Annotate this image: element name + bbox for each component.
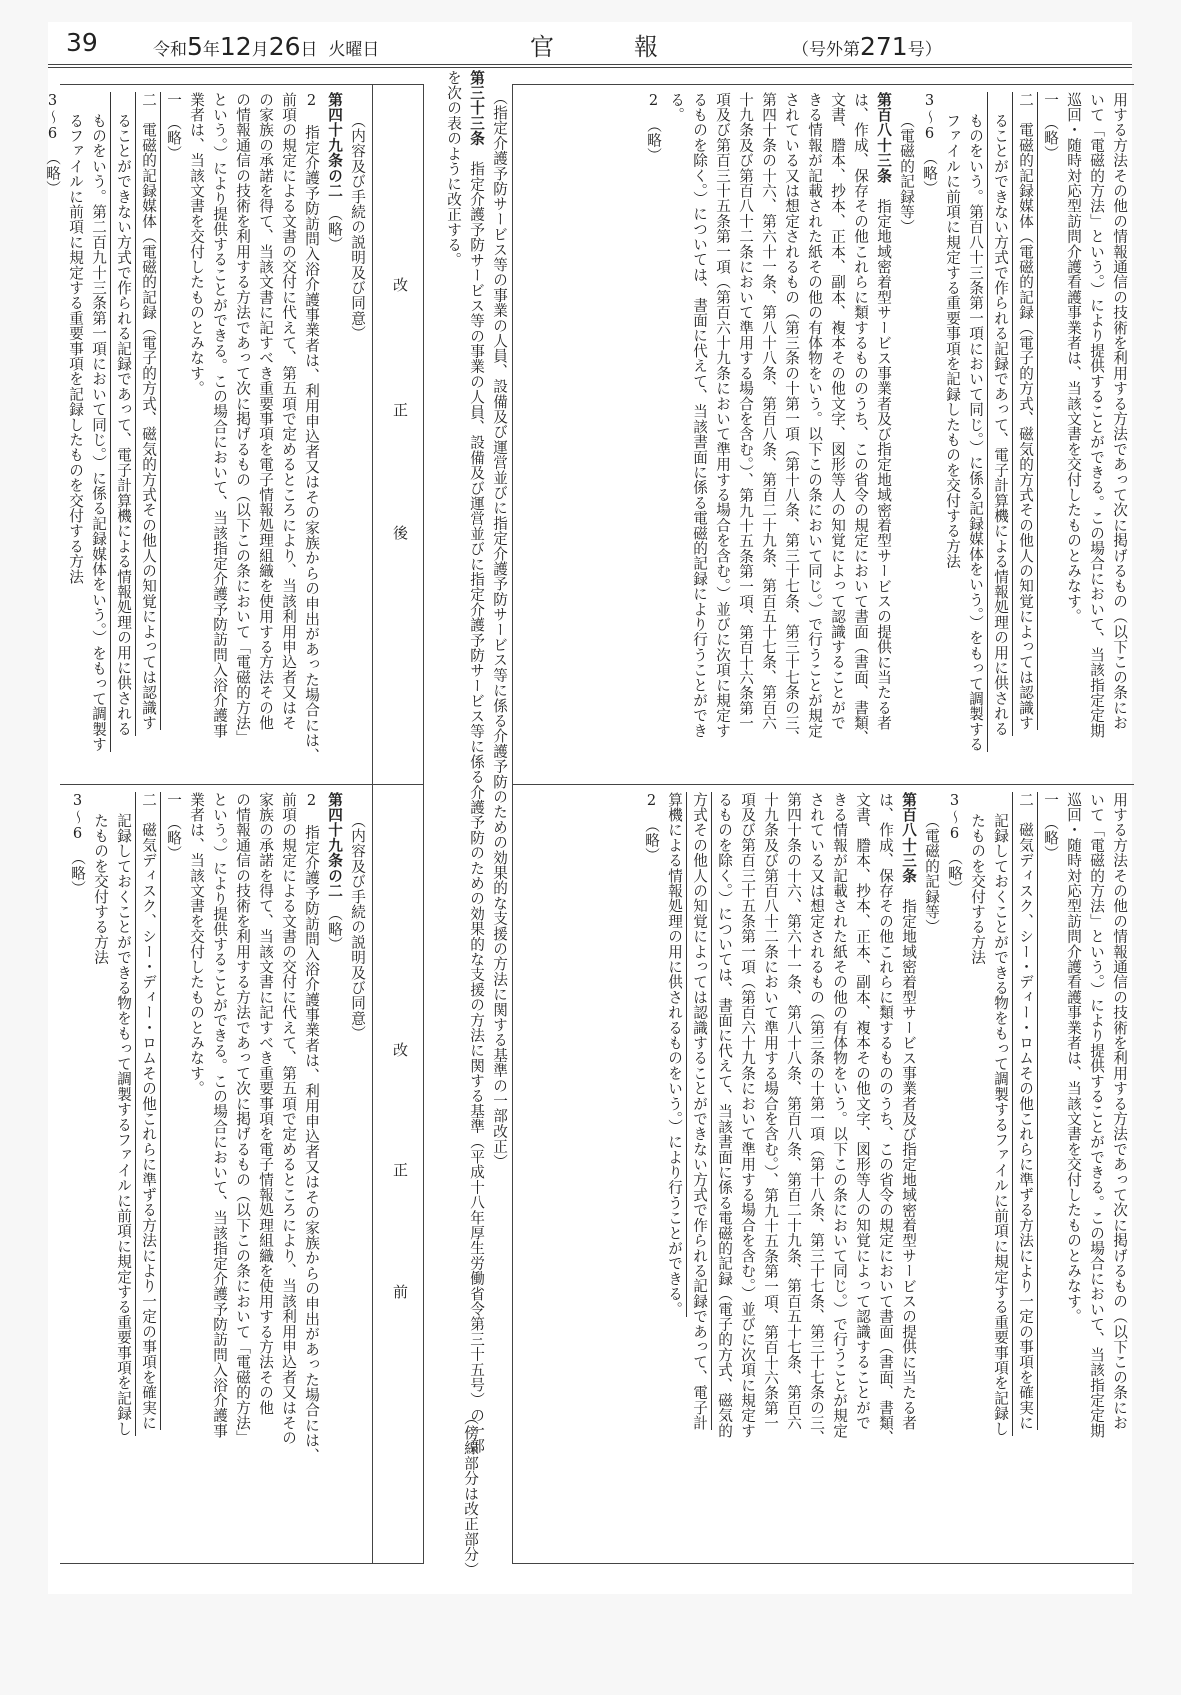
article-heading: （内容及び手続の説明及び同意）: [349, 113, 366, 341]
text-line: の情報通信の技術を利用する方法であって次に掲げるもの（以下この条において「電磁的方法」: [234, 92, 251, 746]
article-label: 第四十九条の二: [326, 92, 343, 199]
text-line: たものを交付する方法: [92, 813, 109, 965]
text-line: 一 （略）: [1042, 792, 1059, 861]
text-line: の家族の承諾を得て、当該文書に記すべき重要事項を電子情報処理組織を使用する方法その他: [257, 92, 274, 731]
article-first-line: 第四十九条の二 （略）: [326, 792, 343, 952]
article-33-heading: （指定介護予防サービス等の事業の人員、設備及び運営並びに指定介護予防サービス等に係る介護予防のための効果的な支援の方法に関する基準の一部改正）: [491, 90, 508, 1170]
text-line: は、作成、保存その他これらに類するもののうち、この省令の規定において書面（書面、書類、: [877, 792, 894, 1446]
article-33-second-line: を次の表のように改正する。: [445, 70, 462, 268]
label-before: 前: [391, 1284, 409, 1299]
text-line: 3～6 （略）: [44, 92, 61, 196]
page-header: [48, 22, 1132, 66]
article-heading: （電磁的記録等）: [898, 113, 915, 235]
text-line: 業者は、当該文書を交付したものとみなす。: [188, 792, 205, 1096]
left-before-text: [65, 792, 368, 1562]
article-first-line: 第百八十三条 指定地域密着型サービス事業者及び指定地域密着型サービスの提供に当たる者: [875, 92, 892, 731]
text-line: という。）により提供することができる。この場合において、当該指定介護予防訪問入浴介護事: [211, 92, 228, 739]
text-line: 家族の承諾を得て、当該文書に記すべき重要事項を電子情報処理組織を使用する方法その他: [257, 792, 274, 1416]
text-line: きる情報が記載された紙その他の有体物をいう。以下この条において同じ。）で行うことが規定: [831, 792, 848, 1439]
text-line: 一 （略）: [165, 92, 182, 161]
text-line: いて「電磁的方法」という。）により提供することができる。この場合において、当該指定定期: [1088, 92, 1105, 739]
text-line: 2 指定介護予防訪問入浴介護事業者は、利用申込者又はその家族からの申出があった場合には、: [303, 792, 320, 1464]
text-line: 3～6 （略）: [921, 92, 938, 196]
text-line: 第四十条の十六、第六十一条、第八十八条、第百八条、第百二十九条、第百五十七条、第百六: [760, 92, 777, 731]
text-line: 前項の規定による文書の交付に代えて、第五項で定めるところにより、当該利用申込者又はその: [280, 792, 297, 1446]
text-line: 一 （略）: [165, 792, 182, 861]
article-label: 第百八十三条: [900, 792, 917, 884]
right-after-text: [633, 92, 1130, 772]
text-line: 用する方法その他の情報通信の技術を利用する方法であって次に掲げるもの（以下この条にお: [1111, 92, 1128, 731]
article-label: 第四十九条の二: [326, 792, 343, 899]
right-before-text: [631, 792, 1130, 1562]
label-before: 正: [391, 1162, 409, 1177]
article-33-center: [434, 70, 510, 1600]
gazette-page: [44, 22, 1132, 1594]
text-line: 巡回・随時対応型訪問介護看護事業者は、当該文書を交付したものとみなす。: [1065, 792, 1082, 1324]
gazette-title-kan: 官: [530, 33, 554, 61]
underlined-line: 二 電磁的記録媒体（電磁的記録（電子的方式、磁気的方式その他人の知覚によっては認識す: [138, 92, 161, 730]
text-line: きる情報が記載された紙その他の有体物をいう。以下この条において同じ。）で行うことが規定: [806, 92, 823, 739]
label-after: 改: [391, 277, 409, 292]
text-line: されている又は想定されるもの（第三条の十第一項（第十八条、第三十七条、第三十七条の三、: [783, 92, 800, 746]
article-label: 第百八十三条: [875, 92, 892, 184]
label-column-divider: [372, 84, 424, 1564]
left-after-text: [40, 92, 368, 772]
underlined-line: 算機による情報処理の用に供されるものをいう。）により行うことができる。: [664, 792, 687, 1317]
text-line: 前項の規定による文書の交付に代えて、第五項で定めるところにより、当該利用申込者又はそ: [280, 92, 297, 731]
underlined-line: ものをいう。第百八十三条第一項において同じ。）に係る記録媒体をいう。）をもって調製する: [965, 92, 988, 752]
text-line: 第四十条の十六、第六十一条、第八十八条、第百八条、第百二十九条、第百五十七条、第百六: [785, 792, 802, 1431]
page-number: 39: [66, 28, 98, 57]
text-line: たものを交付する方法: [969, 813, 986, 965]
label-row-divider: [372, 784, 424, 785]
text-line: ファイルに前項に規定する重要事項を記録したものを交付する方法: [944, 113, 961, 569]
text-line: 巡回・随時対応型訪問介護看護事業者は、当該文書を交付したものとみなす。: [1065, 92, 1082, 624]
article-heading: （電磁的記録等）: [923, 813, 940, 935]
text-line: 一 （略）: [1042, 92, 1059, 161]
underlined-line: 方式その他人の知覚によっては認識することができない方式で作られる記録であって、電子計: [689, 792, 712, 1430]
text-line: いて「電磁的方法」という。）により提供することができる。この場合において、当該指定定期: [1088, 792, 1105, 1439]
issue-number: （号外第271号）: [792, 32, 942, 61]
text-line: という。）により提供することができる。この場合において、当該指定介護予防訪問入浴介護事: [211, 792, 228, 1439]
text-line: 3～6 （略）: [69, 792, 86, 896]
underlined-line: 記録しておくことができる物をもって調製するファイルに前項に規定する重要事項を記録し: [113, 792, 136, 1436]
article-label: 第三十三条: [468, 70, 485, 146]
text-line: されている又は想定されるもの（第三条の十第一項（第十八条、第三十七条、第三十七条の三、: [808, 792, 825, 1446]
article-first-line: 第四十九条の二 （略）: [326, 92, 343, 252]
text-line: 文書、謄本、抄本、正本、副本、複本その他文字、図形等人の知覚によって認識することがで: [854, 792, 871, 1431]
underlined-line: 記録しておくことができる物をもって調製するファイルに前項に規定する重要事項を記録し: [990, 792, 1013, 1436]
underlined-line: ものをいう。第二百九十三条第一項において同じ。）に係る記録媒体をいう。）をもって調製す: [88, 92, 111, 752]
gazette-title-po: 報: [634, 33, 658, 61]
text-line: 2 （略）: [645, 92, 662, 164]
text-line: るファイルに前項に規定する重要事項を記録したものを交付する方法: [67, 113, 84, 585]
label-after: 正: [391, 402, 409, 417]
text-line: 項及び第百三十五条第一項（第百六十九条において準用する場合を含む。）並びに次項に規定す: [714, 92, 731, 739]
issue-date: 令和5年12月26日 火曜日: [153, 32, 380, 61]
article-heading: （内容及び手続の説明及び同意）: [349, 813, 366, 1041]
text-line: 十九条及び第百八十二条において準用する場合を含む。）、第九十五条第一項、第百十六条第一: [762, 792, 779, 1431]
text-line: 2 （略）: [643, 792, 660, 864]
underlined-line: ることができない方式で作られる記録であって、電子計算機による情報処理の用に供される: [113, 92, 136, 736]
label-before: 改: [391, 1042, 409, 1057]
text-line: る。: [668, 92, 685, 123]
header-divider: [48, 64, 1132, 68]
underline-note: （傍線部分は改正部分）: [462, 1410, 479, 1578]
label-after: 後: [391, 525, 409, 540]
underlined-line: 二 磁気ディスク、シー・ディー・ロムその他これらに準ずる方法により一定の事項を確実に: [1015, 792, 1038, 1430]
text-line: 用する方法その他の情報通信の技術を利用する方法であって次に掲げるもの（以下この条にお: [1111, 792, 1128, 1431]
text-line: 3～6 （略）: [946, 792, 963, 896]
underlined-line: ることができない方式で作られる記録であって、電子計算機による情報処理の用に供される: [990, 92, 1013, 736]
text-line: るものを除く。）については、書面に代えて、当該書面に係る電磁的記録（電子的方式、磁気的: [716, 792, 733, 1439]
text-line: るものを除く。）については、書面に代えて、当該書面に係る電磁的記録により行うことができ: [691, 92, 708, 739]
underlined-line: 二 磁気ディスク、シー・ディー・ロムその他これらに準ずる方法により一定の事項を確実に: [138, 792, 161, 1430]
text-line: 項及び第百三十五条第一項（第百六十九条において準用する場合を含む。）並びに次項に規定す: [739, 792, 756, 1439]
text-line: 2 指定介護予防訪問入浴介護事業者は、利用申込者又はその家族からの申出があった場合には、: [303, 92, 320, 764]
text-line: 業者は、当該文書を交付したものとみなす。: [188, 92, 205, 396]
article-first-line: 第百八十三条 指定地域密着型サービス事業者及び指定地域密着型サービスの提供に当たる者: [900, 792, 917, 1431]
text-line: は、作成、保存その他これらに類するもののうち、この省令の規定において書面（書面、書類、: [852, 92, 869, 746]
text-line: の情報通信の技術を利用する方法であって次に掲げるもの（以下この条において「電磁的方法」: [234, 792, 251, 1446]
article-33-first-line: 第三十三条 指定介護予防サービス等の事業の人員、設備及び運営並びに指定介護予防サービス等に係る介護予防のための効果的な支援の方法に関する基準（平成十八年厚生労働省令第三十五号）の一部: [468, 70, 485, 1454]
text-line: 十九条及び第百八十二条において準用する場合を含む。）、第九十五条第一項、第百十六条第一: [737, 92, 754, 731]
text-line: 文書、謄本、抄本、正本、副本、複本その他文字、図形等人の知覚によって認識することがで: [829, 92, 846, 731]
underlined-line: 二 電磁的記録媒体（電磁的記録（電子的方式、磁気的方式その他人の知覚によっては認識す: [1015, 92, 1038, 730]
